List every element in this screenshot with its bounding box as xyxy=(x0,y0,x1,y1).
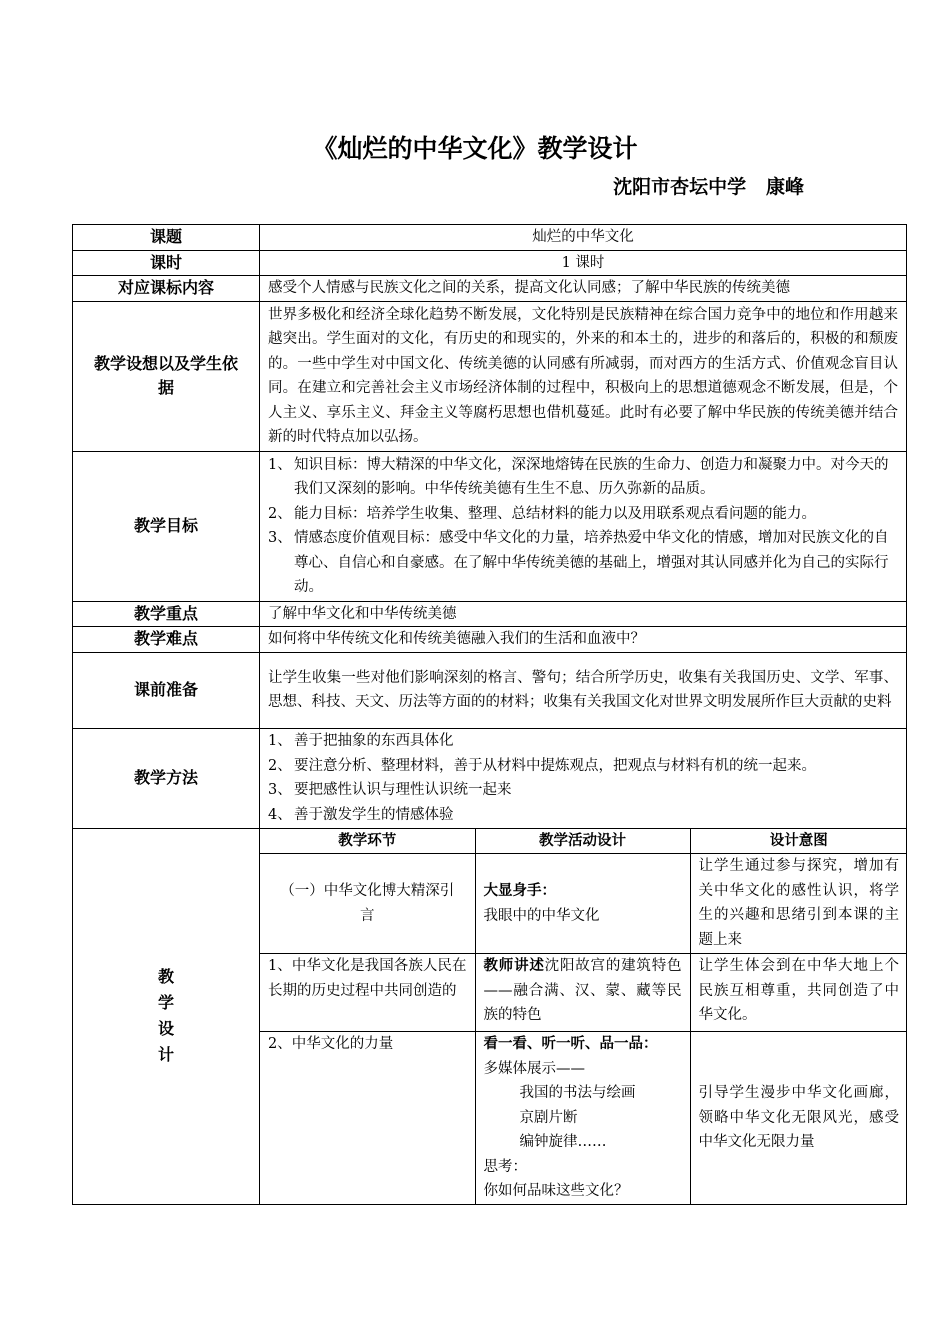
method-item: 2、 要注意分析、整理材料，善于从材料中提炼观点，把观点与材料有机的统一起来。 xyxy=(268,757,816,774)
row-hours xyxy=(73,250,907,276)
methods-value xyxy=(260,728,907,828)
stage-cell: （一）中华文化博大精深引言 xyxy=(260,854,475,954)
standard-value: 感受个人情感与民族文化之间的关系，提高文化认同感；了解中华民族的传统美德 xyxy=(260,276,907,302)
design-table xyxy=(260,829,907,1204)
design-row xyxy=(260,854,907,954)
intent-cell: 让学生体会到在中华大地上个民族互相尊重，共同创造了中华文化。 xyxy=(690,954,907,1032)
goal-item: 1、 知识目标：博大精深的中华文化，深深地熔铸在民族的生命力、创造力和凝聚力中。对今天的我们又深刻的影响。中华传统美德有生生不息、历久弥新的品质。 xyxy=(268,456,889,497)
row-standard xyxy=(73,276,907,302)
preparation-label: 课前准备 xyxy=(73,652,260,728)
header-activity: 教学活动设计 xyxy=(475,829,690,854)
method-item: 4、 善于激发学生的情感体验 xyxy=(268,806,454,823)
goal-item: 2、 能力目标：培养学生收集、整理、总结材料的能力以及用联系观点看问题的能力。 xyxy=(268,505,816,522)
design-label: 教 学 设 计 xyxy=(73,828,260,1204)
activity-cell: 大显身手： 我眼中的中华文化 xyxy=(475,854,690,954)
methods-label: 教学方法 xyxy=(73,728,260,828)
difficulty-label: 教学难点 xyxy=(73,627,260,653)
goals-list xyxy=(268,453,898,600)
author-line: 沈阳市杏坛中学 康峰 xyxy=(613,176,804,198)
document-title: 《灿烂的中华文化》教学设计 xyxy=(312,134,638,163)
row-design xyxy=(73,828,907,1204)
row-goals xyxy=(73,451,907,601)
header-stage: 教学环节 xyxy=(260,829,475,854)
rationale-value: 世界多极化和经济全球化趋势不断发展，文化特别是民族精神在综合国力竞争中的地位和作用越来越突出。学生面对的文化，有历史的和现实的，外来的和本土的，进步的和落后的，积极的和颓废的。一些中学生对中国文化、传统美德的认同感有所减弱，而对西方的生活方式、价值观念盲目认同。在建立和完善社会主义市场经济体制的过程中，积极向上的思想道德观念不断发展，但是，个人主义、享乐主义、拜金主义等腐朽思想也借机蔓延。此时有必要了解中华民族的传统美德并结合新的时代特点加以弘扬。 xyxy=(260,301,907,451)
lesson-plan-table xyxy=(72,224,907,1205)
goal-item: 3、 情感态度价值观目标：感受中华文化的力量，培养热爱中华文化的情感，增加对民族文化的自尊心、自信心和自豪感。在了解中华传统美德的基础上，增强对其认同感并化为自己的实际行动。 xyxy=(268,530,889,595)
activity-cell: 看一看、听一听、品一品： 多媒体展示—— 我国的书法与绘画 京剧片断 编钟旋律…… 思考： 你如何品味这些文化？ xyxy=(475,1032,690,1204)
row-key-point xyxy=(73,601,907,627)
activity-cell: 教师讲述沈阳故宫的建筑特色——融合满、汉、蒙、藏等民族的特色 xyxy=(475,954,690,1032)
rationale-label: 教学设想以及学生依据 xyxy=(73,301,260,451)
method-item: 1、 善于把抽象的东西具体化 xyxy=(268,733,454,749)
preparation-value: 让学生收集一些对他们影响深刻的格言、警句；结合所学历史，收集有关我国历史、文学、军事、思想、科技、天文、历法等方面的的材料；收集有关我国文化对世界文明发展所作巨大贡献的史料 xyxy=(260,652,907,728)
topic-value: 灿烂的中华文化 xyxy=(260,225,907,251)
goals-label: 教学目标 xyxy=(73,451,260,601)
design-row xyxy=(260,1032,907,1204)
difficulty-value: 如何将中华传统文化和传统美德融入我们的生活和血液中？ xyxy=(260,627,907,653)
row-topic xyxy=(73,225,907,251)
row-difficulty xyxy=(73,627,907,653)
hours-value: 1 课时 xyxy=(260,250,907,276)
methods-list xyxy=(268,729,898,827)
stage-cell: 1、中华文化是我国各族人民在长期的历史过程中共同创造的 xyxy=(260,954,475,1032)
key-point-label: 教学重点 xyxy=(73,601,260,627)
design-row xyxy=(260,954,907,1032)
standard-label: 对应课标内容 xyxy=(73,276,260,302)
key-point-value: 了解中华文化和中华传统美德 xyxy=(260,601,907,627)
header-intent: 设计意图 xyxy=(690,829,907,854)
topic-label: 课题 xyxy=(73,225,260,251)
intent-cell: 让学生通过参与探究，增加有关中华文化的感性认识，将学生的兴趣和思绪引到本课的主题上来 xyxy=(690,854,907,954)
row-rationale xyxy=(73,301,907,451)
stage-cell: 2、中华文化的力量 xyxy=(260,1032,475,1204)
goals-value xyxy=(260,451,907,601)
method-item: 3、 要把感性认识与理性认识统一起来 xyxy=(268,782,512,798)
hours-label: 课时 xyxy=(73,250,260,276)
row-methods xyxy=(73,728,907,828)
row-preparation xyxy=(73,652,907,728)
design-content xyxy=(260,828,907,1204)
design-header-row xyxy=(260,829,907,854)
intent-cell: 引导学生漫步中华文化画廊，领略中华文化无限风光，感受中华文化无限力量 xyxy=(690,1032,907,1204)
